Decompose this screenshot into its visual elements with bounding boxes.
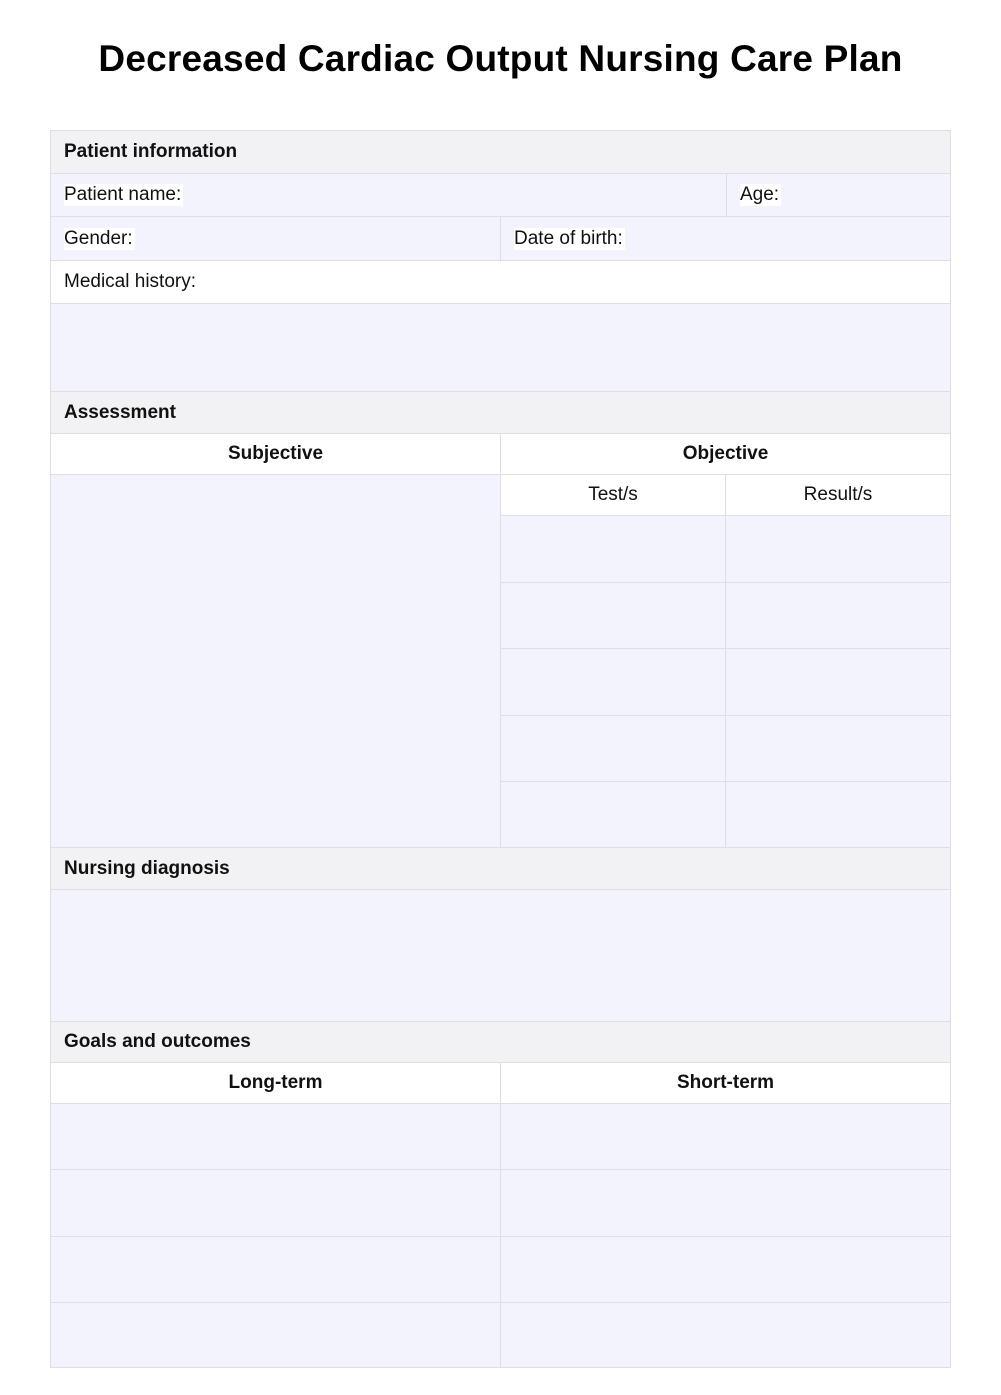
- short-term-cell[interactable]: [501, 1104, 950, 1170]
- assessment-heading: Assessment: [51, 392, 950, 434]
- result-cell[interactable]: [726, 649, 950, 716]
- age-label: Age:: [740, 184, 780, 205]
- gender-label: Gender:: [64, 227, 133, 249]
- result-cell[interactable]: [726, 516, 950, 583]
- result-cell[interactable]: [726, 782, 950, 848]
- patient-name-field[interactable]: [51, 174, 727, 217]
- short-term-header: Short-term: [501, 1063, 950, 1104]
- short-term-cell[interactable]: [501, 1303, 950, 1367]
- short-term-cell[interactable]: [501, 1170, 950, 1237]
- long-term-cell[interactable]: [51, 1237, 501, 1303]
- test-cell[interactable]: [501, 516, 726, 583]
- short-term-cell[interactable]: [501, 1237, 950, 1303]
- patient-information-heading: Patient information: [51, 131, 950, 174]
- subjective-header: Subjective: [51, 434, 501, 475]
- tests-header: Test/s: [501, 475, 726, 516]
- long-term-cell[interactable]: [51, 1104, 501, 1170]
- long-term-cell[interactable]: [51, 1303, 501, 1367]
- date-of-birth-label: Date of birth:: [514, 227, 623, 249]
- date-of-birth-field[interactable]: [501, 217, 950, 261]
- long-term-header: Long-term: [51, 1063, 501, 1104]
- results-header: Result/s: [726, 475, 950, 516]
- patient-name-label: Patient name:: [64, 184, 182, 205]
- test-cell[interactable]: [501, 782, 726, 848]
- test-cell[interactable]: [501, 583, 726, 649]
- age-field[interactable]: [727, 174, 950, 217]
- result-cell[interactable]: [726, 716, 950, 782]
- result-cell[interactable]: [726, 583, 950, 649]
- subjective-field[interactable]: [51, 475, 501, 848]
- objective-header: Objective: [501, 434, 950, 475]
- long-term-cell[interactable]: [51, 1170, 501, 1237]
- test-cell[interactable]: [501, 716, 726, 782]
- medical-history-label: Medical history:: [51, 261, 950, 304]
- test-cell[interactable]: [501, 649, 726, 716]
- nursing-diagnosis-field[interactable]: [51, 890, 950, 1022]
- nursing-diagnosis-heading: Nursing diagnosis: [51, 848, 950, 890]
- page-title: Decreased Cardiac Output Nursing Care Plan: [98, 38, 903, 79]
- goals-and-outcomes-heading: Goals and outcomes: [51, 1022, 950, 1063]
- gender-field[interactable]: [51, 217, 501, 261]
- medical-history-field[interactable]: [51, 304, 950, 392]
- care-plan-form: [50, 130, 951, 1368]
